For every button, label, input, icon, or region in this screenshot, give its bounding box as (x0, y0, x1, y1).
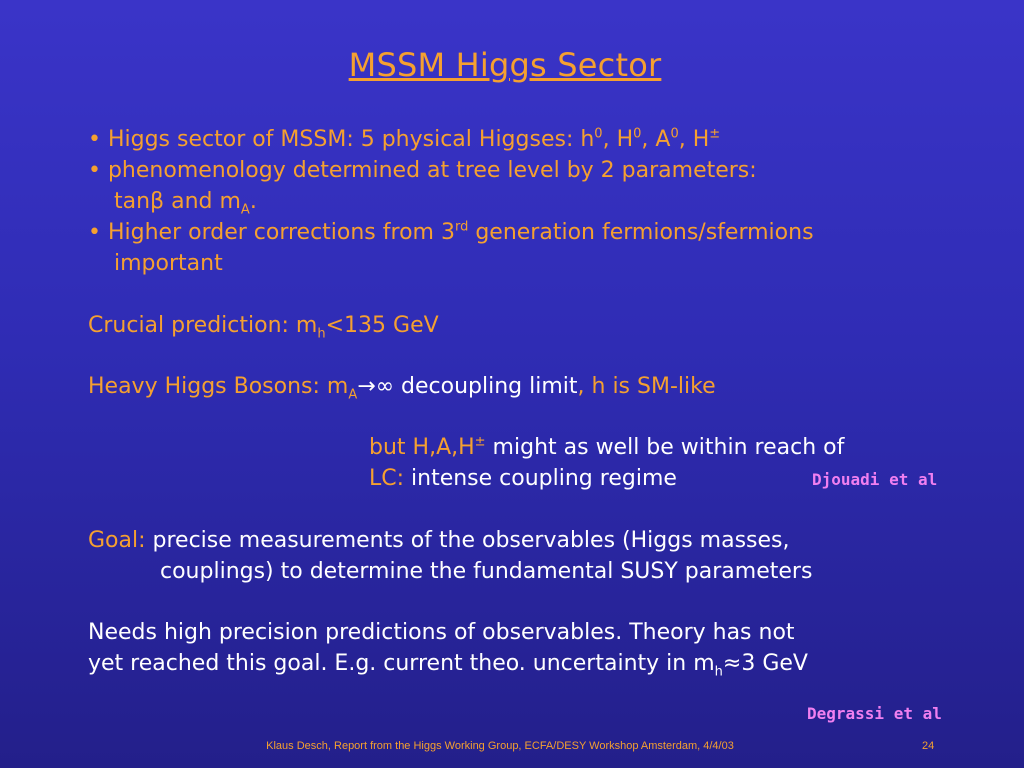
needs-line-cont (88, 649, 808, 679)
arrow-infinity: →∞ (357, 374, 395, 399)
needs-text: ≈3 GeV (722, 651, 808, 676)
slide-title: MSSM Higgs Sector (348, 46, 662, 84)
within-reach-text: might as well be within reach of (485, 435, 845, 460)
bullet-text: , A (641, 127, 671, 152)
but-text: but H,A,H (369, 435, 475, 460)
bullet-text: . (249, 189, 257, 214)
needs-text: yet reached this goal. E.g. current theo. uncertainty in m (88, 651, 715, 676)
subscript: h (714, 664, 723, 680)
crucial-text: <135 GeV (325, 313, 439, 338)
superscript: 0 (633, 126, 642, 142)
superscript: rd (454, 219, 469, 235)
bullet-text: • Higher order corrections from 3 (88, 220, 455, 245)
sm-like-text: h is SM-like (584, 374, 716, 399)
superscript: 0 (594, 126, 603, 142)
subscript: A (240, 202, 250, 218)
bullet-text: • Higgs sector of MSSM: 5 physical Higgses: h (88, 127, 595, 152)
page-number: 24 (922, 740, 935, 752)
comma-text: , (577, 374, 585, 399)
superscript: ± (474, 434, 486, 450)
bullet-text: , H (602, 127, 634, 152)
goal-label: Goal: (88, 528, 146, 553)
bullet-higher-order-cont: important (114, 251, 223, 276)
superscript: 0 (670, 126, 679, 142)
lc-label: LC: (369, 466, 405, 491)
heavy-text: Heavy Higgs Bosons: m (88, 374, 349, 399)
bullet-higher-order (88, 218, 814, 248)
intense-coupling-text: intense coupling regime (404, 466, 677, 491)
goal-line (88, 526, 790, 556)
superscript: ± (709, 126, 721, 142)
bullet-text: , H (678, 127, 710, 152)
subscript: h (317, 326, 326, 342)
bullet-text: generation fermions/sfermions (468, 220, 814, 245)
ref-djouadi: Djouadi et al (812, 470, 938, 489)
lc-line (369, 464, 677, 494)
footer-text: Klaus Desch, Report from the Higgs Working Group, ECFA/DESY Workshop Amsterdam, 4/4/03 (266, 740, 734, 752)
bullet-text: tanβ and m (114, 189, 241, 214)
subscript: A (348, 387, 358, 403)
ref-degrassi: Degrassi et al (807, 704, 942, 723)
bullet-higgs-sector (88, 125, 720, 155)
crucial-text: Crucial prediction: m (88, 313, 318, 338)
decoupling-text: decoupling limit (394, 374, 578, 399)
goal-text: precise measurements of the observables (Higgs masses, (145, 528, 790, 553)
needs-line: Needs high precision predictions of observables. Theory has not (88, 620, 795, 645)
heavy-higgs-line (88, 372, 716, 402)
goal-line-cont: couplings) to determine the fundamental SUSY parameters (160, 559, 813, 584)
bullet-phenomenology-cont (114, 187, 257, 217)
but-line (369, 433, 844, 463)
bullet-phenomenology: • phenomenology determined at tree level by 2 parameters: (88, 158, 757, 183)
crucial-prediction (88, 311, 439, 341)
